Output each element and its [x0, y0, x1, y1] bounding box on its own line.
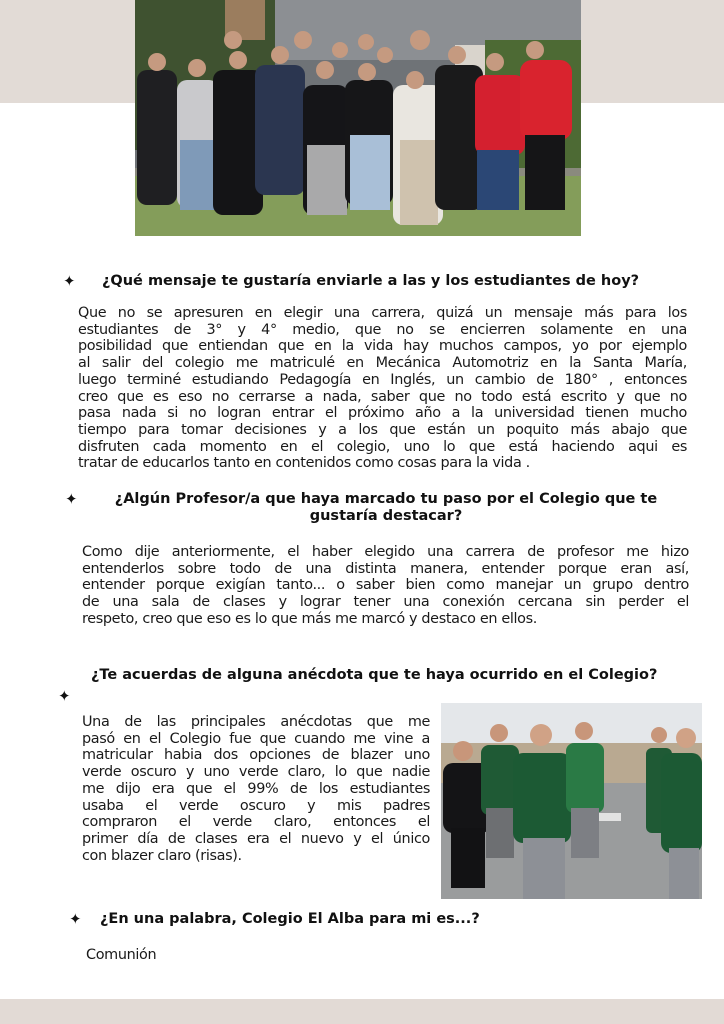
parade-photo [441, 703, 702, 899]
answer-line: verde oscuro y uno verde claro, lo que nadie [82, 764, 430, 781]
answer-line: primer día de clases era el nuevo y el único [82, 830, 430, 847]
question-anecdote: ¿Te acuerdas de alguna anécdota que te haya ocurrido en el Colegio? [91, 667, 658, 683]
answer-line: con blazer claro (risas). [82, 847, 242, 864]
answer-line: tiempo para tomar decisiones y a los que están un poquito más abajo que [78, 421, 687, 438]
sparkle-icon: ✦ [69, 910, 82, 928]
answer-favorite-teacher [82, 544, 689, 628]
group-photo [135, 0, 581, 236]
question-line: gustaría destacar? [309, 508, 463, 524]
answer-line: me dijo era que el 99% de los estudiantes [82, 780, 430, 797]
sparkle-icon: ✦ [63, 272, 76, 290]
answer-line: posibilidad que entiendan que en la vida hay muchos campos, yo por ejemplo [78, 338, 687, 355]
answer-line: entenderlos sobre todo de una distinta manera, entender porque eran así, [82, 560, 689, 577]
answer-one-word: Comunión [86, 947, 157, 963]
sparkle-icon: ✦ [65, 490, 78, 508]
question-favorite-teacher [86, 491, 686, 525]
answer-line: luego terminé estudiando Pedagogía en Inglés, un cambio de 180° , entonces [78, 371, 687, 388]
answer-line: al salir del colegio me matriculé en Mecánica Automotriz en la Santa María, [78, 355, 687, 372]
answer-line: pasó en el Colegio fue que cuando me vine a [82, 730, 430, 747]
sparkle-icon: ✦ [58, 687, 71, 705]
answer-line: Como dije anteriormente, el haber elegido una carrera de profesor me hizo [82, 544, 689, 560]
answer-line: Una de las principales anécdotas que me [82, 714, 430, 730]
question-message-to-students: ¿Qué mensaje te gustaría enviarle a las y los estudiantes de hoy? [102, 273, 640, 289]
answer-line: Que no se apresuren en elegir una carrera, quizá un mensaje más para los [78, 305, 687, 321]
answer-message-to-students [78, 305, 687, 472]
answer-line: estudiantes de 3° y 4° medio, que no se encierren solamente en una [78, 321, 687, 338]
answer-line: matricular habia dos opciones de blazer uno [82, 747, 430, 764]
question-line: ¿Algún Profesor/a que haya marcado tu paso por el Colegio que te [114, 491, 658, 507]
answer-line: entender porque exigían tanto... o saber bien como manejar un grupo dentro [82, 577, 689, 594]
group-photo-scene [135, 0, 581, 236]
answer-line: creo que es eso no cerrarse a nada, saber que no todo está escrito y que no [78, 388, 687, 405]
answer-line: usaba el verde oscuro y mis padres [82, 797, 430, 814]
answer-anecdote [82, 714, 430, 864]
answer-line: de una sala de clases y lograr tener una conexión cercana sin perder el [82, 594, 689, 611]
bottom-decorative-band [0, 999, 724, 1024]
answer-line: disfruten cada momento en el colegio, uno lo que está haciendo aqui es [78, 438, 687, 455]
answer-line: tratar de educarlos tanto en contenidos como cosas para la vida . [78, 455, 530, 472]
answer-line: compraron el verde claro, entonces el [82, 814, 430, 831]
parade-photo-scene [441, 703, 702, 899]
question-one-word: ¿En una palabra, Colegio El Alba para mi es...? [100, 911, 480, 927]
answer-line: respeto, creo que eso es lo que más me marcó y destaco en ellos. [82, 610, 537, 627]
answer-line: pasa nada si no logran entrar el próximo año a la universidad tienen mucho [78, 405, 687, 422]
